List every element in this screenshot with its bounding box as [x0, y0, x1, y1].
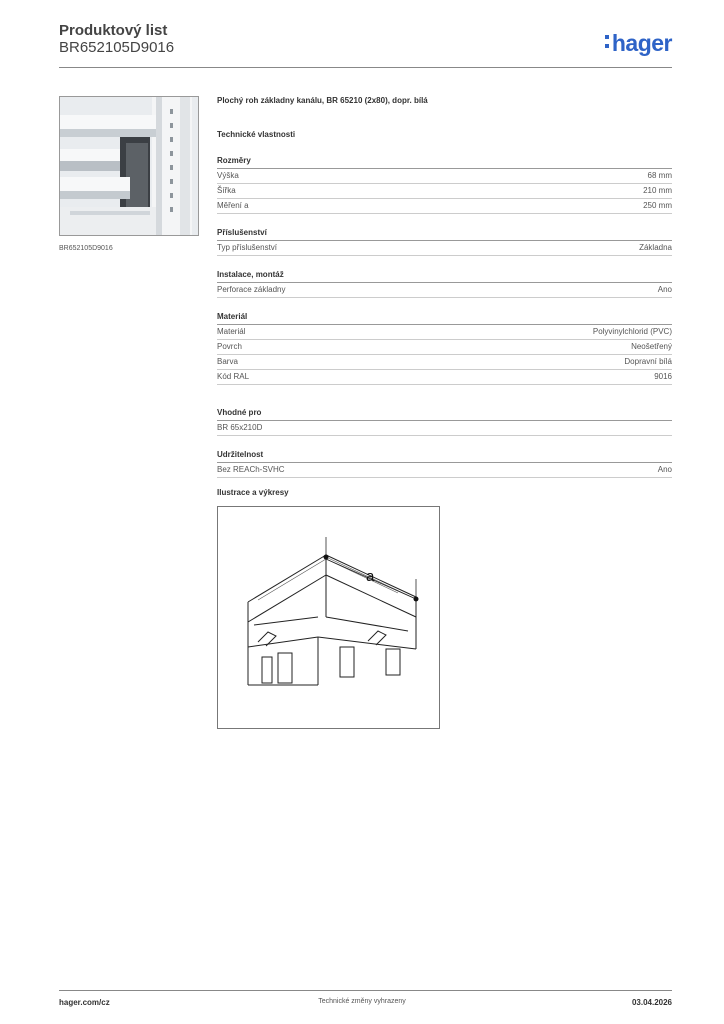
- illustration-heading: Ilustrace a výkresy: [217, 488, 289, 497]
- spec-value: 68 mm: [647, 171, 672, 180]
- section-vhodne: [217, 408, 672, 436]
- section-material: [217, 312, 672, 385]
- section-instalace: [217, 270, 672, 298]
- section-heading: Vhodné pro: [217, 408, 672, 421]
- section-rozmery: [217, 156, 672, 214]
- corner-drawing-svg: [218, 507, 439, 728]
- spec-row: [217, 169, 672, 184]
- spec-label: Materiál: [217, 327, 246, 336]
- spec-row: [217, 340, 672, 355]
- spec-value: Dopravní bílá: [624, 357, 672, 366]
- spec-label: Měření a: [217, 201, 249, 210]
- dimension-label: a: [366, 568, 375, 585]
- spec-label: Povrch: [217, 342, 242, 351]
- header-divider: [59, 67, 672, 68]
- spec-label: Barva: [217, 357, 238, 366]
- logo-text: hager: [611, 30, 672, 56]
- technical-drawing: [217, 506, 440, 729]
- spec-row: [217, 463, 672, 478]
- spec-row: [217, 283, 672, 298]
- section-heading: Příslušenství: [217, 228, 672, 241]
- spec-row: [217, 184, 672, 199]
- spec-label: Bez REACh-SVHC: [217, 465, 285, 474]
- spec-value: 210 mm: [643, 186, 672, 195]
- spec-label: Šířka: [217, 186, 236, 195]
- spec-row: [217, 355, 672, 370]
- spec-value: 250 mm: [643, 201, 672, 210]
- product-code: BR652105D9016: [59, 39, 175, 56]
- spec-row: [217, 421, 672, 436]
- section-heading: Rozměry: [217, 156, 672, 169]
- spec-label: Kód RAL: [217, 372, 250, 381]
- footer-website: hager.com/cz: [59, 998, 110, 1007]
- section-heading: Udržitelnost: [217, 450, 672, 463]
- spec-label: BR 65x210D: [217, 423, 263, 432]
- product-name: Plochý roh základny kanálu, BR 65210 (2x80), dopr. bílá: [217, 96, 428, 105]
- spec-value: Neošetřený: [631, 342, 672, 351]
- product-photo: [59, 96, 199, 236]
- footer-notice: Technické změny vyhrazeny: [318, 998, 406, 1005]
- spec-value: Polyvinylchlorid (PVC): [592, 327, 672, 336]
- logo-dots-icon: [605, 30, 611, 48]
- page-header: [59, 22, 672, 68]
- spec-label: Výška: [217, 171, 239, 180]
- spec-value: Ano: [657, 285, 672, 294]
- spec-value: Základna: [639, 243, 672, 252]
- photo-caption: BR652105D9016: [59, 245, 113, 252]
- product-photo-image: [60, 97, 199, 236]
- hager-logo: [605, 30, 672, 57]
- tech-properties-heading: Technické vlastnosti: [217, 130, 296, 139]
- spec-row: [217, 325, 672, 340]
- spec-row: [217, 370, 672, 385]
- spec-table: [217, 96, 672, 478]
- spec-label: Perforace základny: [217, 285, 286, 294]
- footer-divider: [59, 990, 672, 991]
- spec-value: Ano: [657, 465, 672, 474]
- section-heading: Materiál: [217, 312, 672, 325]
- section-prislusenstvi: [217, 228, 672, 256]
- section-udrzitelnost: [217, 450, 672, 478]
- spec-row: [217, 241, 672, 256]
- footer-date: 03.04.2026: [631, 998, 672, 1007]
- spec-value: 9016: [654, 372, 672, 381]
- spec-row: [217, 199, 672, 214]
- section-heading: Instalace, montáž: [217, 270, 672, 283]
- spec-label: Typ příslušenství: [217, 243, 278, 252]
- page-title: Produktový list: [59, 22, 168, 39]
